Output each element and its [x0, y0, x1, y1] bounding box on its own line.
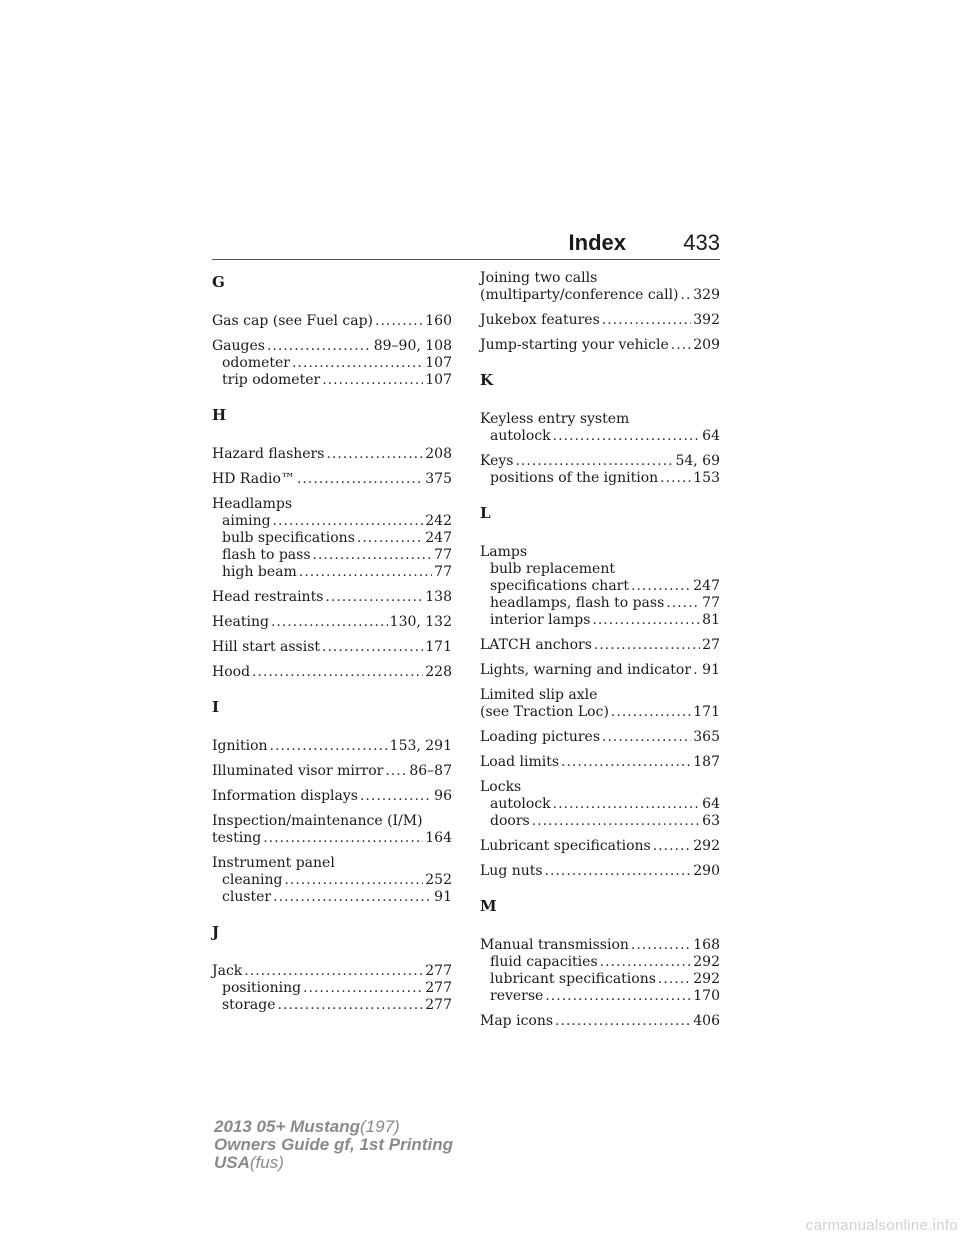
- index-line: [212, 872, 452, 889]
- index-page-ref: 292: [693, 838, 720, 854]
- footer-model: 2013 05+ Mustang: [214, 1117, 360, 1136]
- index-entry: [212, 589, 452, 606]
- index-line: [480, 729, 720, 746]
- index-page-ref: 64: [702, 428, 720, 444]
- page-header: [212, 226, 720, 258]
- index-term: interior lamps: [490, 612, 591, 628]
- footer-market-code: (fus): [249, 1153, 284, 1172]
- index-entry: [480, 312, 720, 329]
- index-term: HD Radio™: [212, 471, 295, 487]
- index-entry: [480, 1013, 720, 1030]
- index-term: Joining two calls: [480, 270, 598, 286]
- dot-leader: [660, 470, 691, 487]
- dot-leader: [592, 612, 700, 629]
- index-entry: [212, 614, 452, 631]
- index-page-ref: 277: [425, 963, 452, 979]
- dot-leader: [313, 547, 433, 564]
- index-page-ref: 209: [693, 337, 720, 353]
- index-line: [212, 471, 452, 488]
- index-line: [212, 614, 452, 631]
- index-line: [212, 313, 452, 330]
- index-entry: [480, 729, 720, 746]
- index-term: Illuminated visor mirror: [212, 763, 384, 779]
- index-page-ref: 290: [693, 863, 720, 879]
- index-term: reverse: [490, 988, 544, 1004]
- index-page-ref: 77: [434, 547, 452, 563]
- index-term: high beam: [222, 564, 297, 580]
- dot-leader: [555, 1013, 691, 1030]
- index-entry: [480, 662, 720, 679]
- dot-leader: [267, 338, 372, 355]
- section-letter-i: I: [212, 698, 220, 716]
- index-page-ref: 365: [693, 729, 720, 745]
- index-line: [480, 662, 720, 679]
- index-page-ref: 277: [425, 997, 452, 1013]
- footer-market: USA: [214, 1153, 250, 1172]
- index-page-ref: 96: [434, 788, 452, 804]
- index-line: [480, 453, 720, 470]
- dot-leader: [360, 788, 432, 805]
- dot-leader: [292, 355, 423, 372]
- index-line: [480, 561, 720, 578]
- index-line: [212, 589, 452, 606]
- index-term: cleaning: [222, 872, 283, 888]
- index-line: [212, 980, 452, 997]
- dot-leader: [611, 704, 691, 721]
- index-term: Keys: [480, 453, 514, 469]
- index-line: [212, 813, 452, 830]
- index-entry: [212, 855, 452, 906]
- index-entry: [480, 411, 720, 445]
- section-letter-g: G: [212, 273, 225, 291]
- index-term: doors: [490, 813, 530, 829]
- index-entry: [212, 639, 452, 656]
- index-line: [480, 637, 720, 654]
- index-term: Keyless entry system: [480, 411, 630, 427]
- dot-leader: [693, 662, 700, 679]
- index-term: Hazard flashers: [212, 446, 325, 462]
- index-line: [480, 544, 720, 561]
- index-term: Head restraints: [212, 589, 324, 605]
- index-line: [480, 428, 720, 445]
- dot-leader: [658, 971, 691, 988]
- print-footer: [214, 1118, 453, 1172]
- index-term: Lug nuts: [480, 863, 543, 879]
- index-page-ref: 153: [693, 470, 720, 486]
- index-entry: [212, 313, 452, 330]
- page-title: Index: [568, 230, 626, 255]
- index-term: Hood: [212, 664, 251, 680]
- index-line: [480, 988, 720, 1005]
- dot-leader: [602, 312, 692, 329]
- index-page-ref: 292: [693, 954, 720, 970]
- dot-leader: [631, 937, 691, 954]
- index-term: headlamps, flash to pass: [490, 595, 665, 611]
- index-line: [480, 411, 720, 428]
- index-term: Locks: [480, 779, 522, 795]
- index-entry: [480, 544, 720, 629]
- index-line: [212, 855, 452, 872]
- dot-leader: [252, 664, 423, 681]
- index-term: testing: [212, 830, 262, 846]
- index-page-ref: 170: [693, 988, 720, 1004]
- index-page-ref: 153, 291: [389, 738, 452, 754]
- index-term: (see Traction Loc): [480, 704, 609, 720]
- dot-leader: [284, 872, 423, 889]
- dot-leader: [553, 428, 701, 445]
- index-line: [480, 470, 720, 487]
- index-term: specifications chart: [490, 578, 629, 594]
- dot-leader: [299, 564, 432, 581]
- index-term: Lubricant specifications: [480, 838, 651, 854]
- index-term: bulb replacement: [490, 561, 615, 577]
- dot-leader: [681, 287, 692, 304]
- index-line: [480, 704, 720, 721]
- index-entry: [212, 338, 452, 389]
- index-term: aiming: [222, 513, 271, 529]
- dot-leader: [325, 589, 423, 606]
- index-line: [480, 838, 720, 855]
- index-line: [480, 1013, 720, 1030]
- index-term: autolock: [490, 428, 551, 444]
- dot-leader: [263, 830, 423, 847]
- index-page-ref: 86–87: [409, 763, 452, 779]
- index-term: cluster: [222, 889, 272, 905]
- index-page-ref: 160: [425, 313, 452, 329]
- index-line: [212, 513, 452, 530]
- index-term: positioning: [222, 980, 302, 996]
- index-line: [212, 355, 452, 372]
- dot-leader: [545, 863, 692, 880]
- index-term: trip odometer: [222, 372, 321, 388]
- index-entry: [480, 337, 720, 354]
- index-page-ref: 164: [425, 830, 452, 846]
- index-entry: [480, 270, 720, 304]
- index-line: [212, 997, 452, 1014]
- dot-leader: [273, 889, 432, 906]
- index-page-ref: 138: [425, 589, 452, 605]
- dot-leader: [666, 595, 700, 612]
- index-term: Heating: [212, 614, 269, 630]
- index-term: (multiparty/conference call): [480, 287, 679, 303]
- index-page-ref: 277: [425, 980, 452, 996]
- index-term: Jukebox features: [480, 312, 600, 328]
- index-entry: [212, 496, 452, 581]
- index-entry: [212, 446, 452, 463]
- index-term: Instrument panel: [212, 855, 335, 871]
- index-line: [212, 530, 452, 547]
- dot-leader: [600, 954, 692, 971]
- index-entry: [480, 863, 720, 880]
- footer-guide: Owners Guide gf, 1st Printing: [214, 1135, 453, 1154]
- index-entry: [480, 937, 720, 1005]
- dot-leader: [602, 729, 691, 746]
- index-page-ref: 77: [434, 564, 452, 580]
- index-column-right: [480, 270, 720, 1038]
- index-term: bulb specifications: [222, 530, 355, 546]
- index-page-ref: 81: [702, 612, 720, 628]
- index-term: Information displays: [212, 788, 358, 804]
- dot-leader: [303, 980, 423, 997]
- index-line: [480, 813, 720, 830]
- index-line: [212, 738, 452, 755]
- index-term: Lamps: [480, 544, 528, 560]
- dot-leader: [326, 446, 423, 463]
- index-entry: [480, 754, 720, 771]
- index-line: [212, 446, 452, 463]
- dot-leader: [297, 471, 423, 488]
- index-term: Gas cap (see Fuel cap): [212, 313, 373, 329]
- header-rule: [212, 259, 720, 260]
- index-term: autolock: [490, 796, 551, 812]
- index-line: [212, 763, 452, 780]
- index-page-ref: 292: [693, 971, 720, 987]
- index-page-ref: 252: [425, 872, 452, 888]
- index-line: [480, 687, 720, 704]
- index-page-ref: 171: [425, 639, 452, 655]
- index-line: [212, 788, 452, 805]
- dot-leader: [357, 530, 423, 547]
- index-line: [480, 287, 720, 304]
- index-page-ref: 406: [693, 1013, 720, 1029]
- index-line: [480, 971, 720, 988]
- index-term: Gauges: [212, 338, 265, 354]
- index-line: [480, 779, 720, 796]
- dot-leader: [545, 988, 691, 1005]
- dot-leader: [375, 313, 423, 330]
- index-entry: [212, 788, 452, 805]
- index-entry: [212, 738, 452, 755]
- index-line: [480, 612, 720, 629]
- index-line: [480, 754, 720, 771]
- dot-leader: [270, 738, 388, 755]
- index-entry: [480, 779, 720, 830]
- dot-leader: [532, 813, 700, 830]
- index-page-ref: 77: [702, 595, 720, 611]
- index-line: [480, 578, 720, 595]
- index-entry: [212, 471, 452, 488]
- index-term: Limited slip axle: [480, 687, 598, 703]
- index-page-ref: 168: [693, 937, 720, 953]
- index-term: Inspection/maintenance (I/M): [212, 813, 423, 829]
- index-page-ref: 392: [693, 312, 720, 328]
- index-line: [212, 639, 452, 656]
- index-term: storage: [222, 997, 276, 1013]
- section-letter-k: K: [480, 371, 494, 389]
- index-line: [212, 664, 452, 681]
- index-term: Manual transmission: [480, 937, 629, 953]
- dot-leader: [278, 997, 424, 1014]
- index-line: [212, 963, 452, 980]
- index-column-left: [212, 270, 452, 1022]
- index-entry: [480, 687, 720, 721]
- index-line: [212, 496, 452, 513]
- index-page-ref: 228: [425, 664, 452, 680]
- index-term: Ignition: [212, 738, 268, 754]
- index-term: Loading pictures: [480, 729, 601, 745]
- index-line: [212, 372, 452, 389]
- index-page-ref: 63: [702, 813, 720, 829]
- section-letter-m: M: [480, 897, 497, 915]
- dot-leader: [244, 963, 423, 980]
- index-entry: [212, 963, 452, 1014]
- index-term: lubricant specifications: [490, 971, 656, 987]
- index-line: [480, 337, 720, 354]
- index-term: LATCH anchors: [480, 637, 592, 653]
- index-term: Load limits: [480, 754, 560, 770]
- index-line: [480, 796, 720, 813]
- index-line: [212, 830, 452, 847]
- index-entry: [480, 637, 720, 654]
- index-entry: [480, 838, 720, 855]
- dot-leader: [653, 838, 692, 855]
- index-term: odometer: [222, 355, 290, 371]
- index-page-ref: 187: [693, 754, 720, 770]
- dot-leader: [515, 453, 673, 470]
- index-term: fluid capacities: [490, 954, 598, 970]
- index-page-ref: 247: [425, 530, 452, 546]
- index-term: Map icons: [480, 1013, 554, 1029]
- index-term: positions of the ignition: [490, 470, 659, 486]
- index-page-ref: 64: [702, 796, 720, 812]
- dot-leader: [561, 754, 691, 771]
- dot-leader: [594, 637, 700, 654]
- index-page-ref: 91: [434, 889, 452, 905]
- index-term: Headlamps: [212, 496, 293, 512]
- index-page-ref: 171: [693, 704, 720, 720]
- index-line: [480, 270, 720, 287]
- index-line: [212, 547, 452, 564]
- index-line: [480, 312, 720, 329]
- index-term: flash to pass: [222, 547, 311, 563]
- index-entry: [212, 813, 452, 847]
- dot-leader: [322, 639, 423, 656]
- dot-leader: [671, 337, 691, 354]
- index-line: [212, 564, 452, 581]
- site-watermark: carmanualsonline.info: [805, 1217, 958, 1234]
- index-entry: [480, 453, 720, 487]
- dot-leader: [271, 614, 388, 631]
- index-line: [212, 338, 452, 355]
- index-line: [480, 937, 720, 954]
- index-page-ref: 107: [425, 355, 452, 371]
- footer-model-code: (197): [360, 1117, 400, 1136]
- index-page-ref: 54, 69: [675, 453, 720, 469]
- index-page-ref: 208: [425, 446, 452, 462]
- index-page-ref: 91: [702, 662, 720, 678]
- index-page-ref: 329: [693, 287, 720, 303]
- dot-leader: [385, 763, 407, 780]
- index-page-ref: 247: [693, 578, 720, 594]
- dot-leader: [322, 372, 423, 389]
- index-entry: [212, 763, 452, 780]
- page-number: 433: [683, 230, 720, 255]
- index-page-ref: 242: [425, 513, 452, 529]
- dot-leader: [553, 796, 701, 813]
- index-page-ref: 89–90, 108: [373, 338, 452, 354]
- index-term: Hill start assist: [212, 639, 321, 655]
- index-line: [480, 954, 720, 971]
- index-page-ref: 130, 132: [389, 614, 452, 630]
- index-page-ref: 375: [425, 471, 452, 487]
- index-line: [480, 863, 720, 880]
- index-term: Jump-starting your vehicle: [480, 337, 669, 353]
- index-line: [480, 595, 720, 612]
- dot-leader: [631, 578, 691, 595]
- section-letter-h: H: [212, 406, 227, 424]
- index-term: Jack: [212, 963, 243, 979]
- index-line: [212, 889, 452, 906]
- section-letter-l: L: [480, 504, 491, 522]
- dot-leader: [273, 513, 424, 530]
- section-letter-j: J: [212, 923, 220, 941]
- index-entry: [212, 664, 452, 681]
- index-term: Lights, warning and indicator: [480, 662, 692, 678]
- index-page-ref: 107: [425, 372, 452, 388]
- index-page-ref: 27: [702, 637, 720, 653]
